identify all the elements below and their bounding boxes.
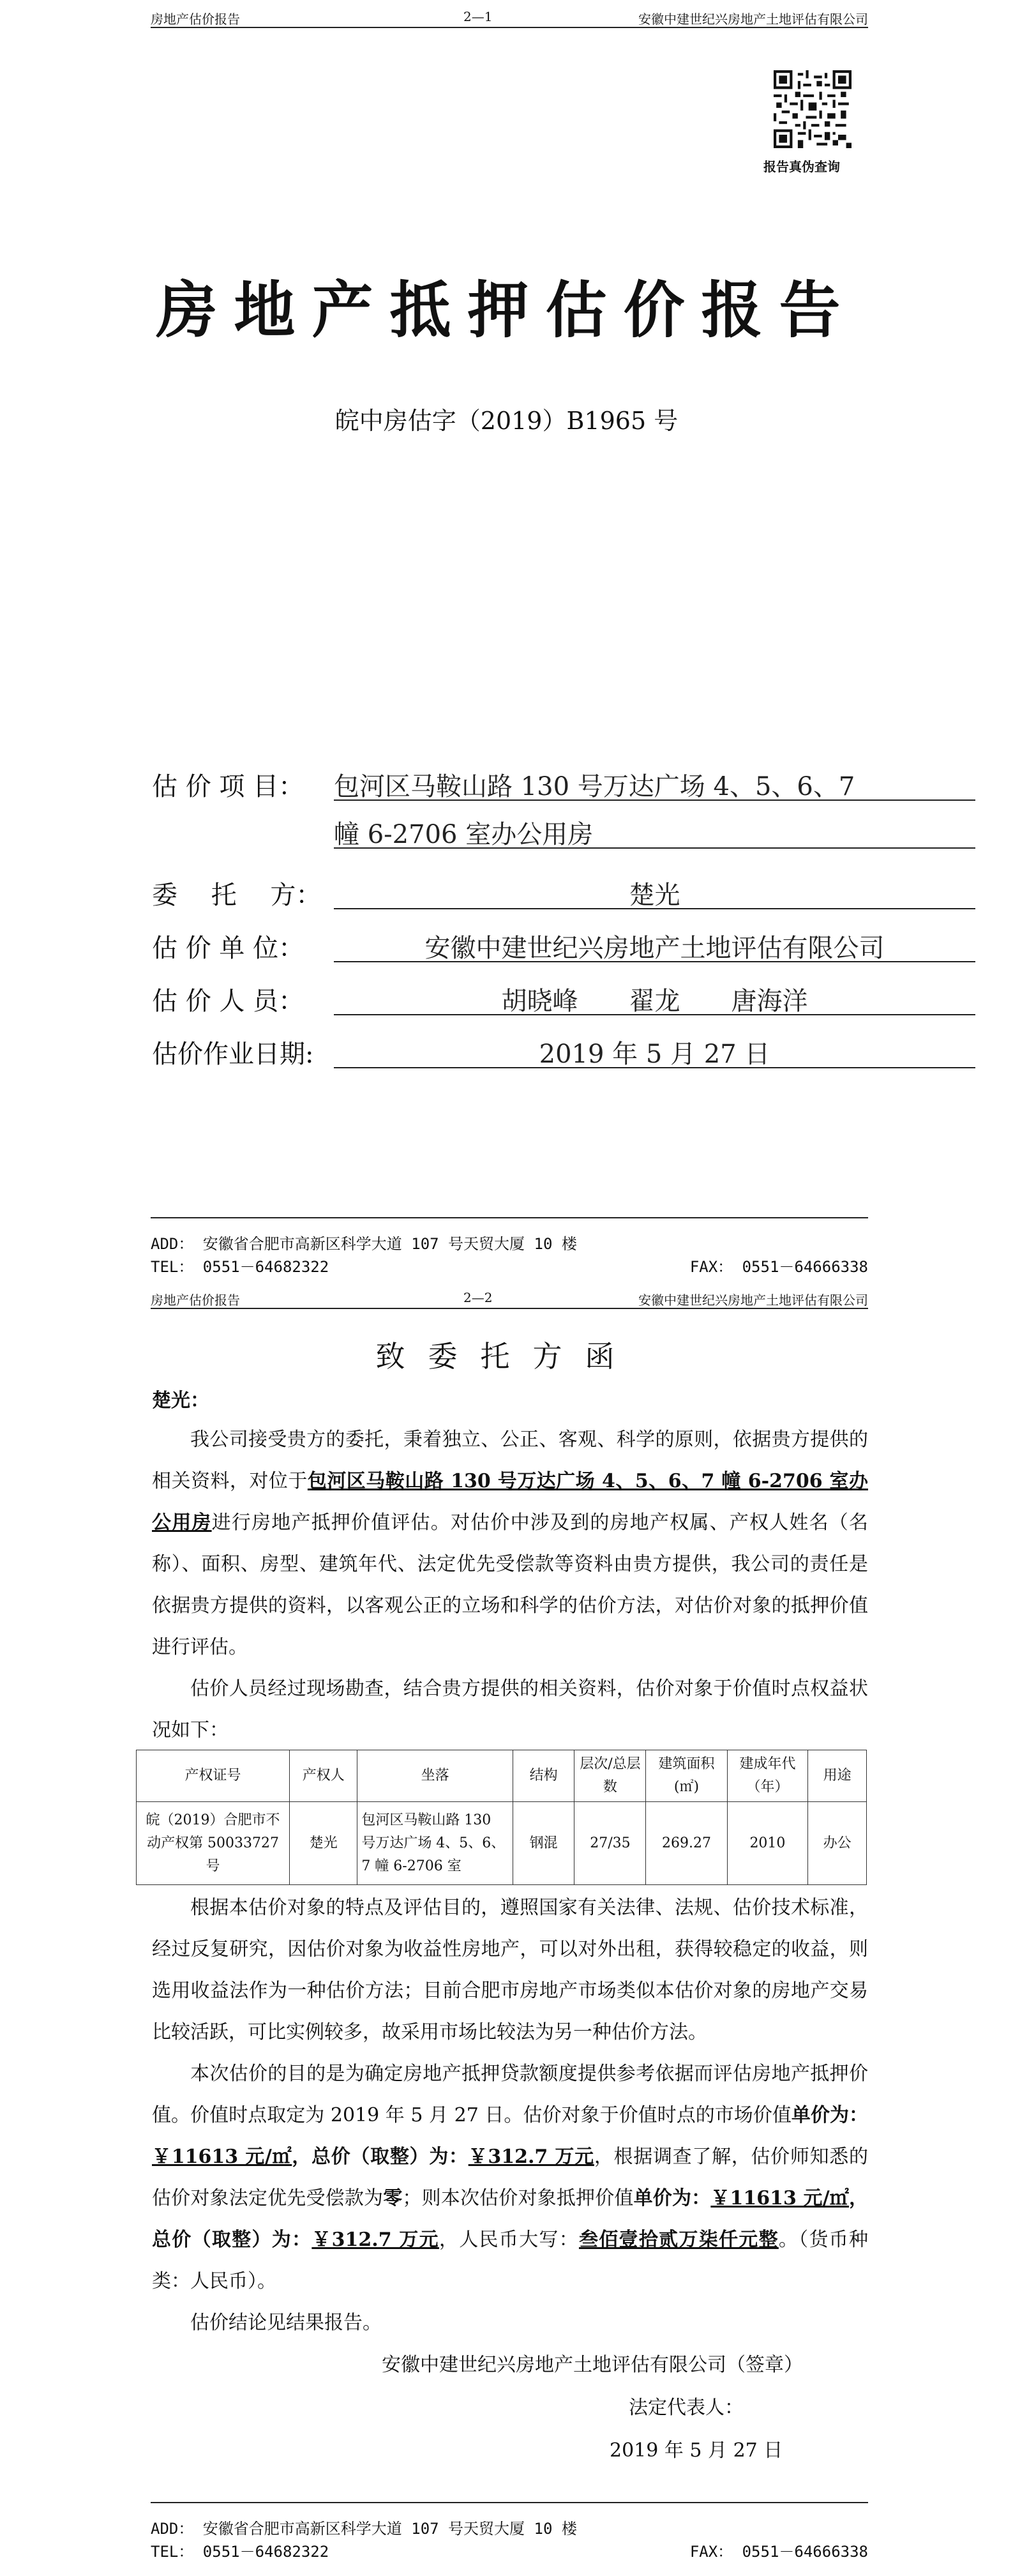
footer-tel: TEL： 0551－64682322 xyxy=(151,2543,329,2561)
field-appraisers xyxy=(152,981,982,1019)
p4-text-b: ，根据调查了解，估价师知悉的估价对象法定优先受偿款为 xyxy=(152,2146,868,2209)
field-client-label: 委 托 方： xyxy=(152,881,322,910)
table-header-cell: 建筑面积(㎡) xyxy=(646,1750,727,1802)
field-appraiser-company-value: 安徽中建世纪兴房地产土地评估有限公司 xyxy=(334,928,975,962)
field-project-label: 估 价 项 目： xyxy=(152,772,304,801)
p5-text: 估价结论见结果报告。 xyxy=(190,2312,382,2334)
p4-total2-value: ￥312.7 万元 xyxy=(311,2229,439,2251)
field-appraiser-company-label: 估 价 单 位： xyxy=(152,934,304,963)
paragraph-5 xyxy=(152,2302,868,2344)
p4-total2-label: ，总价（取整）为： xyxy=(152,2187,869,2251)
p1-property: 包河区马鞍山路 130 号万达广场 4、5、6、7 幢 6-2706 室办公用房 xyxy=(152,1470,868,1534)
table-cell: 皖（2019）合肥市不动产权第 50033727 号 xyxy=(137,1802,290,1885)
p4-unit-label: 单价为： xyxy=(791,2104,869,2126)
table-cell: 钢混 xyxy=(513,1802,574,1885)
p4-text-c: ；则本次估价对象抵押价值 xyxy=(402,2187,634,2209)
page-footer xyxy=(151,1217,868,1277)
paragraph-3 xyxy=(152,1887,868,2053)
table-header-cell: 产权人 xyxy=(290,1750,357,1802)
footer-address: ADD： 安徽省合肥市高新区科学大道 107 号天贸大厦 10 楼 xyxy=(151,2520,577,2538)
header-right: 安徽中建世纪兴房地产土地评估有限公司 xyxy=(638,11,868,27)
footer-tel: TEL： 0551－64682322 xyxy=(151,1258,329,1276)
p4-unit-value: ￥11613 元/㎡ xyxy=(152,2146,292,2168)
report-number: 皖中房估字（2019）B1965 号 xyxy=(334,407,679,435)
field-project xyxy=(152,766,982,856)
table-cell: 办公 xyxy=(808,1802,867,1885)
paragraph-2 xyxy=(152,1668,868,1751)
header-left: 房地产估价报告 xyxy=(151,1292,240,1308)
field-client xyxy=(152,875,982,913)
footer-address: ADD： 安徽省合肥市高新区科学大道 107 号天贸大厦 10 楼 xyxy=(151,1235,577,1253)
footer-fax: FAX： 0551－64666338 xyxy=(689,2543,868,2561)
p4-text-d: ，人民币大写： xyxy=(439,2229,579,2251)
field-client-value: 楚光 xyxy=(334,875,975,909)
table-row xyxy=(137,1802,867,1885)
header-page-number: 2—1 xyxy=(463,9,493,24)
p4-zero: 零 xyxy=(383,2187,403,2209)
property-table xyxy=(136,1750,867,1885)
p4-unit2-value: ￥11613 元/㎡ xyxy=(710,2187,850,2209)
table-cell: 2010 xyxy=(727,1802,808,1885)
company-seal-line: 安徽中建世纪兴房地产土地评估有限公司（签章） xyxy=(382,2354,803,2376)
page-footer xyxy=(151,2502,868,2573)
paragraph-1 xyxy=(152,1419,868,1668)
p4-amount-uppercase: 叁佰壹拾贰万柒仟元整 xyxy=(578,2229,779,2251)
salutation: 楚光： xyxy=(152,1390,209,1412)
paragraph-4 xyxy=(152,2053,868,2302)
p3-text: 根据本估价对象的特点及评估目的，遵照国家有关法律、法规、估价技术标准，经过反复研究，因估价对象为收益性房地产，可以对外出租，获得较稳定的收益，则选用收益法作为一种估价方法；目前合肥市房地产市场类似本估价对象的房地产交易比较活跃，可比实例较多，故采用市场比较法为另一种估价方法。 xyxy=(152,1897,868,2043)
table-cell: 楚光 xyxy=(290,1802,357,1885)
table-header-row xyxy=(137,1750,867,1802)
table-header-cell: 建成年代（年） xyxy=(727,1750,808,1802)
field-work-date xyxy=(152,1034,982,1072)
table-cell: 27/35 xyxy=(574,1802,646,1885)
table-header-cell: 用途 xyxy=(808,1750,867,1802)
table-cell: 包河区马鞍山路 130 号万达广场 4、5、6、7 幢 6-2706 室 xyxy=(357,1802,513,1885)
p4-text-a: 本次估价的目的是为确定房地产抵押贷款额度提供参考依据而评估房地产抵押价值。价值时点取定为 2019 年 5 月 27 日。估价对象于价值时点的市场价值 xyxy=(152,2063,868,2126)
letter-page xyxy=(0,1277,1013,2576)
letter-title: 致委托方函 xyxy=(375,1339,638,1374)
footer-fax: FAX： 0551－64666338 xyxy=(689,1258,868,1276)
p4-text-e: 。（货币种类：人民币）。 xyxy=(152,2229,869,2292)
cover-page xyxy=(0,0,1013,1277)
page-header xyxy=(151,5,868,28)
field-appraiser-company xyxy=(152,928,982,966)
page-header xyxy=(151,1286,868,1309)
report-title: 房地产抵押估价报告 xyxy=(156,274,857,346)
p2-text: 估价人员经过现场勘查，结合贵方提供的相关资料，估价对象于价值时点权益状况如下： xyxy=(152,1678,868,1741)
table-header-cell: 坐落 xyxy=(357,1750,513,1802)
field-project-value-line2: 幢 6-2706 室办公用房 xyxy=(334,814,975,849)
header-right: 安徽中建世纪兴房地产土地评估有限公司 xyxy=(638,1292,868,1308)
table-header-cell: 产权证号 xyxy=(137,1750,290,1802)
table-cell: 269.27 xyxy=(646,1802,727,1885)
table-header-cell: 结构 xyxy=(513,1750,574,1802)
p1-text-c: 进行房地产抵押价值评估。对估价中涉及到的房地产权属、产权人姓名（名称）、面积、房型、建筑年代、法定优先受偿款等资料由贵方提供，我公司的责任是依据贵方提供的资料，以客观公正的立场和科学的估价方法，对估价对象的抵押价值进行评估。 xyxy=(152,1512,869,1658)
field-appraisers-value: 胡晓峰 翟龙 唐海洋 xyxy=(334,981,975,1015)
signature-date: 2019 年 5 月 27 日 xyxy=(610,2439,783,2462)
table-header-cell: 层次/总层数 xyxy=(574,1750,646,1802)
p1-text-a: 我公司接受贵方的委托，秉着独立、公正、客观、科学的原则，依据贵方提供的相关资料，对位于 xyxy=(152,1428,868,1492)
field-appraisers-label: 估 价 人 员： xyxy=(152,987,304,1016)
qr-code-icon[interactable] xyxy=(774,70,852,148)
header-left: 房地产估价报告 xyxy=(151,11,240,27)
field-project-value-line1: 包河区马鞍山路 130 号万达广场 4、5、6、7 xyxy=(334,766,975,801)
p4-total-value: ￥312.7 万元 xyxy=(468,2146,594,2168)
p4-total-label: ，总价（取整）为： xyxy=(292,2146,469,2168)
legal-representative: 法定代表人： xyxy=(629,2397,744,2419)
qr-caption: 报告真伪查询 xyxy=(763,159,840,174)
header-page-number: 2—2 xyxy=(463,1290,493,1305)
p4-unit2-label: 单价为： xyxy=(633,2187,711,2209)
field-work-date-value: 2019 年 5 月 27 日 xyxy=(334,1034,975,1068)
field-work-date-label: 估价作业日期: xyxy=(152,1040,314,1069)
